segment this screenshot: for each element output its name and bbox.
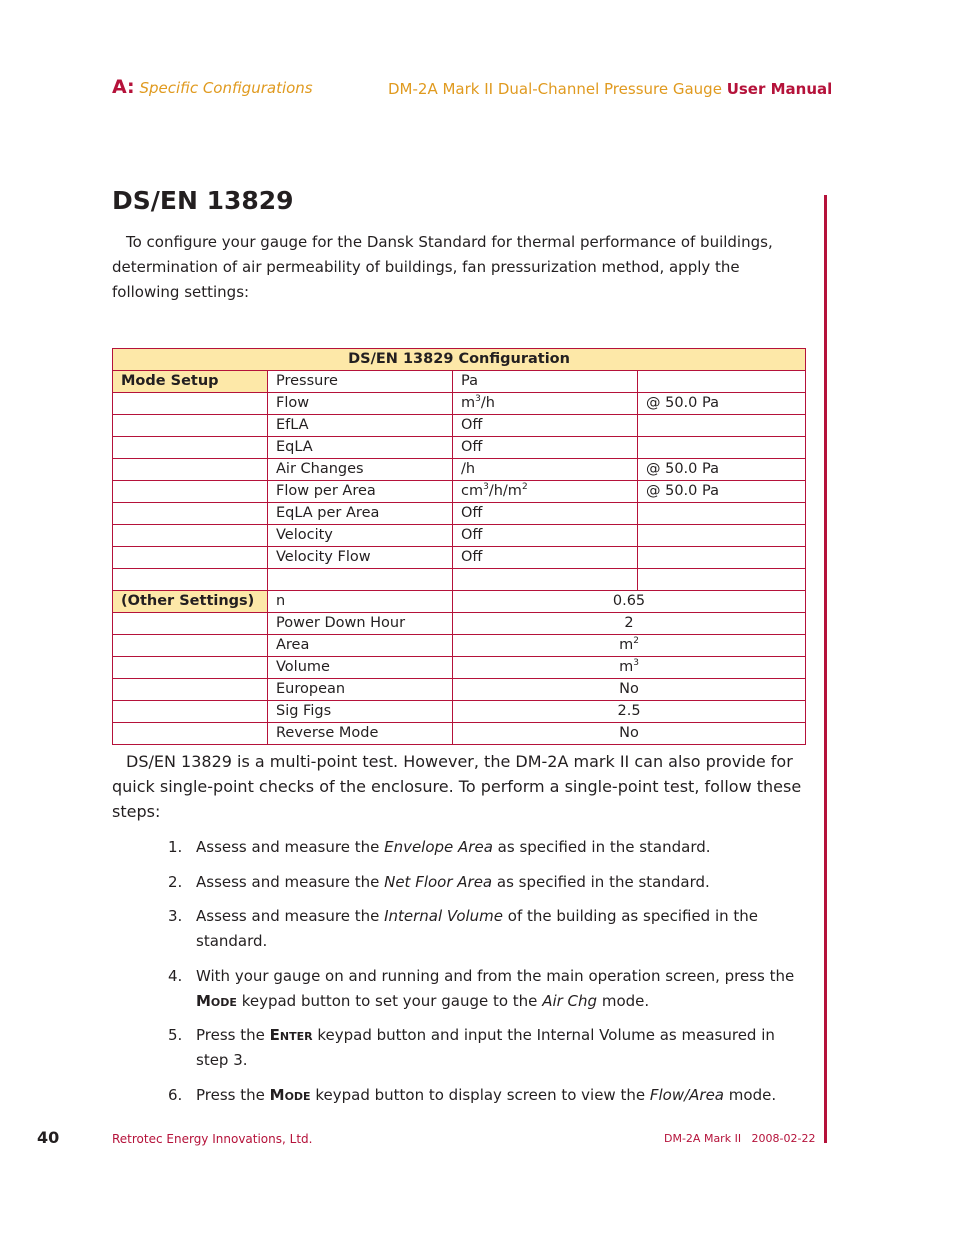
reference-cell [638, 503, 806, 525]
table-row [113, 525, 806, 547]
unit-text: Off [461, 505, 483, 521]
setting-cell: EqLA [268, 437, 453, 459]
chapter-label: A: [112, 76, 135, 98]
unit-text: cm [461, 483, 484, 499]
table-row [113, 591, 806, 613]
table-row [113, 437, 806, 459]
value-cell [453, 701, 806, 723]
list-item [168, 1083, 808, 1108]
doc-suffix: User Manual [726, 80, 833, 98]
step-number: 6. [168, 1085, 183, 1104]
value-cell [453, 613, 806, 635]
step-emphasis: Net Floor Area [384, 872, 493, 891]
empty-cell [268, 569, 453, 591]
group-cell [113, 481, 268, 503]
step-text: Assess and measure the [196, 838, 385, 856]
table-row [113, 371, 806, 393]
step-text: Assess and measure the [196, 907, 385, 925]
unit-text: /h [461, 461, 476, 477]
list-item [168, 870, 808, 895]
setting-cell: n [268, 591, 453, 613]
step-number: 2. [168, 872, 183, 891]
setting-cell: EfLA [268, 415, 453, 437]
footer-model-date: DM-2A Mark II 2008-02-22 [664, 1132, 816, 1145]
step-number: 5. [168, 1026, 183, 1044]
table-row [113, 393, 806, 415]
unit-tail: /h [480, 395, 495, 411]
setting-cell: Power Down Hour [268, 613, 453, 635]
keypad-button-name: Mode [269, 1085, 311, 1104]
list-item [168, 964, 808, 1014]
unit-text: Pa [461, 373, 478, 389]
setting-cell: Area [268, 635, 453, 657]
list-item [168, 904, 808, 954]
page-number: 40 [37, 1128, 60, 1147]
table-row [113, 723, 806, 745]
table-row [113, 459, 806, 481]
setting-cell: Velocity [268, 525, 453, 547]
value-cell [453, 591, 806, 613]
value-cell [453, 657, 806, 679]
unit-text: Off [461, 439, 483, 455]
reference-cell [638, 371, 806, 393]
setting-cell: Velocity Flow [268, 547, 453, 569]
setting-cell: EqLA per Area [268, 503, 453, 525]
setting-cell: Sig Figs [268, 701, 453, 723]
group-cell [113, 503, 268, 525]
unit-cell [453, 437, 638, 459]
unit-cell [453, 503, 638, 525]
page-title: DS/EN 13829 [112, 186, 294, 215]
group-cell [113, 525, 268, 547]
steps-list [168, 835, 808, 1117]
group-cell [113, 459, 268, 481]
unit-text: Off [461, 549, 483, 565]
setting-cell: Flow per Area [268, 481, 453, 503]
step-text-end: as specified in the standard. [492, 872, 710, 891]
group-cell [113, 635, 268, 657]
list-item [168, 835, 808, 860]
value-text: 2.5 [617, 703, 641, 719]
keypad-button-name: Mode [196, 991, 237, 1010]
configuration-table [112, 348, 806, 745]
step-text-middle: keypad button to display screen to view the [310, 1085, 650, 1104]
table-row [113, 679, 806, 701]
step-text-end: mode. [724, 1085, 777, 1104]
unit-cell [453, 415, 638, 437]
step-number: 4. [168, 966, 183, 985]
step-emphasis: Flow/Area [649, 1085, 725, 1104]
list-item [168, 1023, 808, 1073]
reference-cell [638, 525, 806, 547]
step-text: Press the [196, 1026, 270, 1044]
margin-bar [824, 195, 827, 1143]
step-text: Press the [196, 1085, 270, 1104]
unit-cell [453, 371, 638, 393]
unit-superscript: 3 [475, 394, 481, 405]
step-text-middle: keypad button and input the Internal Volume as measured in step 3. [196, 1026, 775, 1069]
step-text-end: mode. [597, 991, 650, 1010]
reference-cell [638, 415, 806, 437]
header-section [112, 76, 313, 98]
table-row [113, 547, 806, 569]
value-superscript: 2 [633, 636, 639, 647]
unit-superscript-2: 2 [521, 482, 528, 493]
group-cell [113, 415, 268, 437]
unit-superscript: 3 [483, 482, 489, 493]
table-row [113, 613, 806, 635]
value-cell [453, 723, 806, 745]
value-cell [453, 679, 806, 701]
header-doc-title [388, 80, 832, 98]
empty-cell [113, 569, 268, 591]
setting-cell: Flow [268, 393, 453, 415]
reference-cell: @ 50.0 Pa [638, 393, 806, 415]
setting-cell: Volume [268, 657, 453, 679]
reference-cell: @ 50.0 Pa [638, 481, 806, 503]
unit-tail: /h/m [488, 483, 522, 499]
empty-cell [638, 569, 806, 591]
reference-cell [638, 547, 806, 569]
group-cell [113, 437, 268, 459]
reference-cell [638, 437, 806, 459]
step-emphasis: Air Chg [542, 991, 598, 1010]
table-header-row [113, 349, 806, 371]
reference-cell: @ 50.0 Pa [638, 459, 806, 481]
step-text-end: of the building as specified in the standard. [196, 907, 759, 950]
table-row [113, 635, 806, 657]
group-cell [113, 393, 268, 415]
unit-text: m [461, 395, 476, 411]
section-label: Specific Configurations [139, 79, 313, 97]
table-row [113, 481, 806, 503]
step-text-middle: keypad button to set your gauge to the [236, 991, 543, 1010]
unit-cell [453, 393, 638, 415]
empty-cell [453, 569, 638, 591]
footer-company: Retrotec Energy Innovations, Ltd. [112, 1132, 313, 1146]
step-text: Assess and measure the [196, 872, 385, 891]
group-cell [113, 657, 268, 679]
value-text: 2 [624, 615, 634, 631]
value-text: m [619, 637, 634, 653]
setting-cell: Pressure [268, 371, 453, 393]
keypad-button-name: Enter [269, 1026, 313, 1044]
table-row-blank [113, 569, 806, 591]
group-label-mode-setup: Mode Setup [113, 371, 268, 393]
step-text: With your gauge on and running and from the main operation screen, press the [196, 966, 795, 985]
value-superscript: 3 [633, 658, 639, 669]
table-row [113, 415, 806, 437]
table-row [113, 503, 806, 525]
group-cell [113, 701, 268, 723]
value-text: No [619, 725, 639, 741]
step-emphasis: Internal Volume [384, 907, 504, 925]
setting-cell: Reverse Mode [268, 723, 453, 745]
setting-cell: Air Changes [268, 459, 453, 481]
step-text-end: as specified in the standard. [492, 838, 711, 856]
value-text: 0.65 [612, 593, 646, 609]
value-text: m [619, 659, 634, 675]
value-cell [453, 635, 806, 657]
group-label-other-settings: (Other Settings) [113, 591, 268, 613]
table-caption: DS/EN 13829 Configuration [113, 349, 806, 371]
unit-text: Off [461, 417, 483, 433]
step-number: 3. [168, 907, 183, 925]
unit-text: Off [461, 527, 483, 543]
unit-cell [453, 547, 638, 569]
group-cell [113, 723, 268, 745]
intro-paragraph: To configure your gauge for the Dansk Standard for thermal performance of buildings, determination of air permeability of buildings, fan pressurization method, apply the following settings: [112, 233, 773, 301]
unit-cell [453, 525, 638, 547]
group-cell [113, 547, 268, 569]
step-number: 1. [168, 838, 183, 856]
group-cell [113, 679, 268, 701]
table-row [113, 657, 806, 679]
step-emphasis: Envelope Area [384, 838, 493, 856]
after-table-paragraph: DS/EN 13829 is a multi-point test. However, the DM-2A mark II can also provide for quick single-point checks of the enclosure. To perform a single-point test, follow these steps: [112, 752, 802, 821]
doc-title: DM-2A Mark II Dual-Channel Pressure Gauge [388, 80, 722, 98]
setting-cell: European [268, 679, 453, 701]
group-cell [113, 613, 268, 635]
table-row [113, 701, 806, 723]
unit-cell [453, 459, 638, 481]
value-text: No [619, 681, 639, 697]
unit-cell [453, 481, 638, 503]
